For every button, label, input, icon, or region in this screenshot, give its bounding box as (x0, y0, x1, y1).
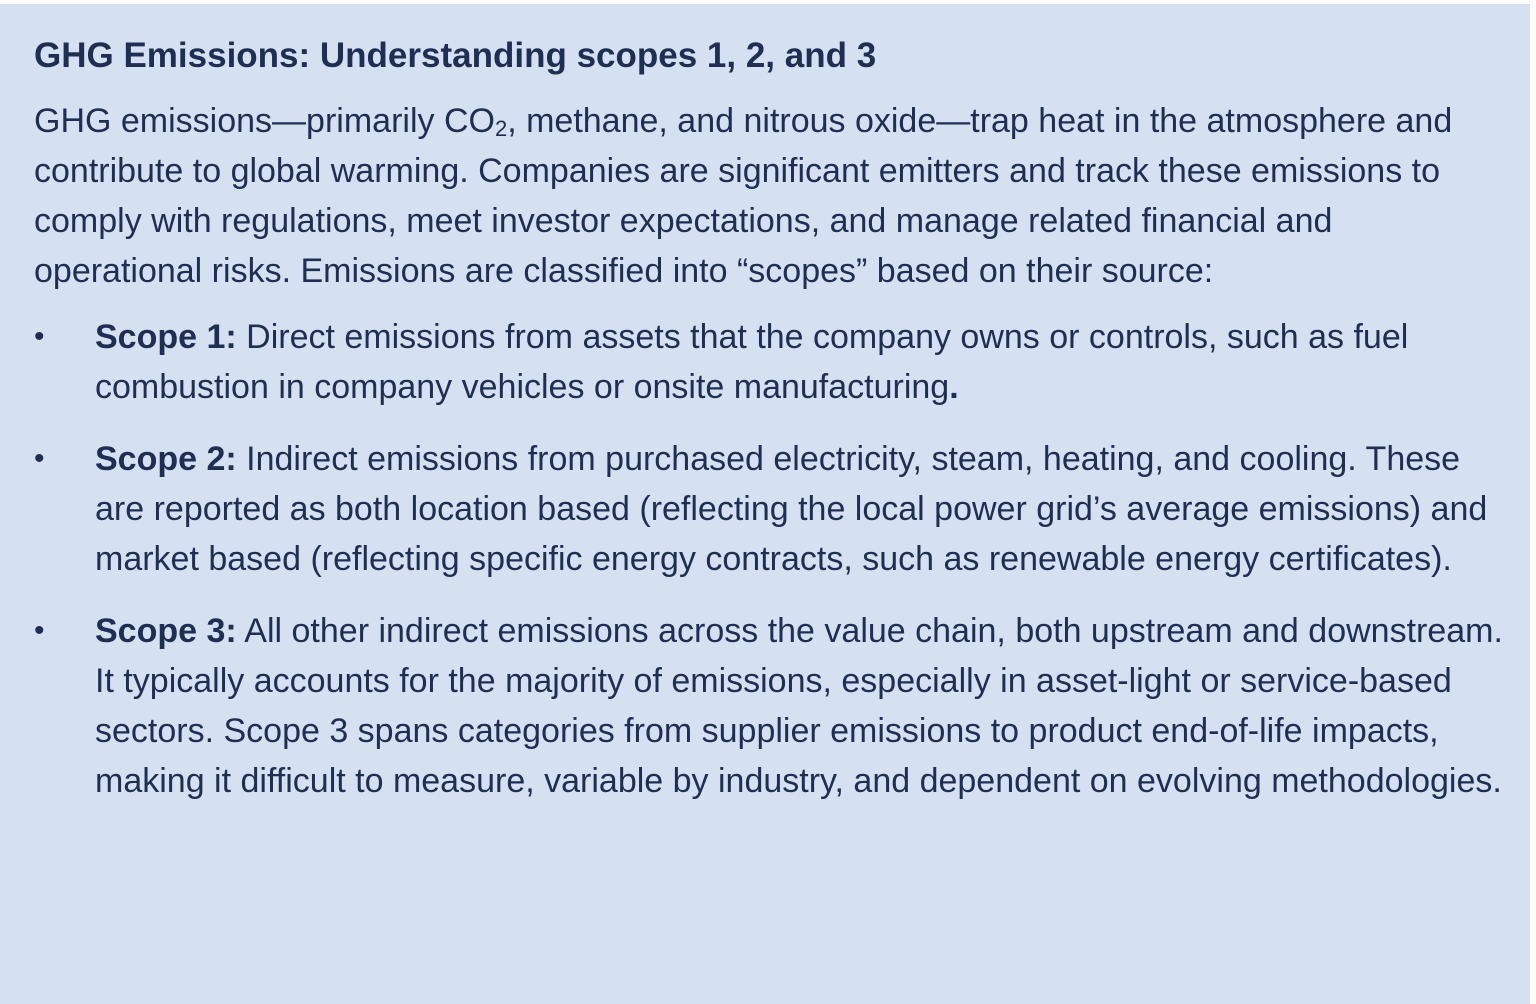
scope-trailing-period: . (949, 368, 959, 406)
intro-text-start: GHG emissions—primarily CO (34, 102, 495, 140)
intro-text-rest: , methane, and nitrous oxide—trap heat in the atmosphere and contribute to global warming. Companies are significant emitters and track these emissions to comply with regulations, meet investor expectations, and manage related financial and operational risks. Emissions are classified into “scopes” based on their source: (34, 102, 1453, 290)
ghg-info-box (0, 4, 1530, 1004)
bullet-icon: • (34, 442, 45, 475)
scope-label: Scope 3: (95, 612, 237, 650)
box-title: GHG Emissions: Understanding scopes 1, 2, and 3 (34, 36, 877, 75)
scope-description: Indirect emissions from purchased electricity, steam, heating, and cooling. These are reported as both location based (reflecting the local power grid’s average emissions) and market based (reflecting specific energy contracts, such as renewable energy certificates). (95, 440, 1488, 578)
scope-description: Direct emissions from assets that the company owns or controls, such as fuel combustion in company vehicles or onsite manufacturing (95, 318, 1409, 406)
scope-label: Scope 1: (95, 318, 237, 356)
bullet-icon: • (34, 614, 45, 647)
list-item-scope-1 (34, 312, 1510, 412)
scope-description: All other indirect emissions across the value chain, both upstream and downstream. It typically accounts for the majority of emissions, especially in asset-light or service-based sectors. Scope 3 spans categories from supplier emissions to product end-of-life impacts, making it difficult to measure, variable by industry, and dependent on evolving methodologies. (95, 612, 1503, 800)
intro-paragraph (34, 96, 1510, 296)
list-item-scope-2 (34, 434, 1510, 584)
scope-list (34, 312, 1510, 806)
co2-subscript: 2 (494, 116, 508, 141)
bullet-icon: • (34, 320, 45, 353)
list-item-scope-3 (34, 606, 1510, 806)
scope-label: Scope 2: (95, 440, 237, 478)
